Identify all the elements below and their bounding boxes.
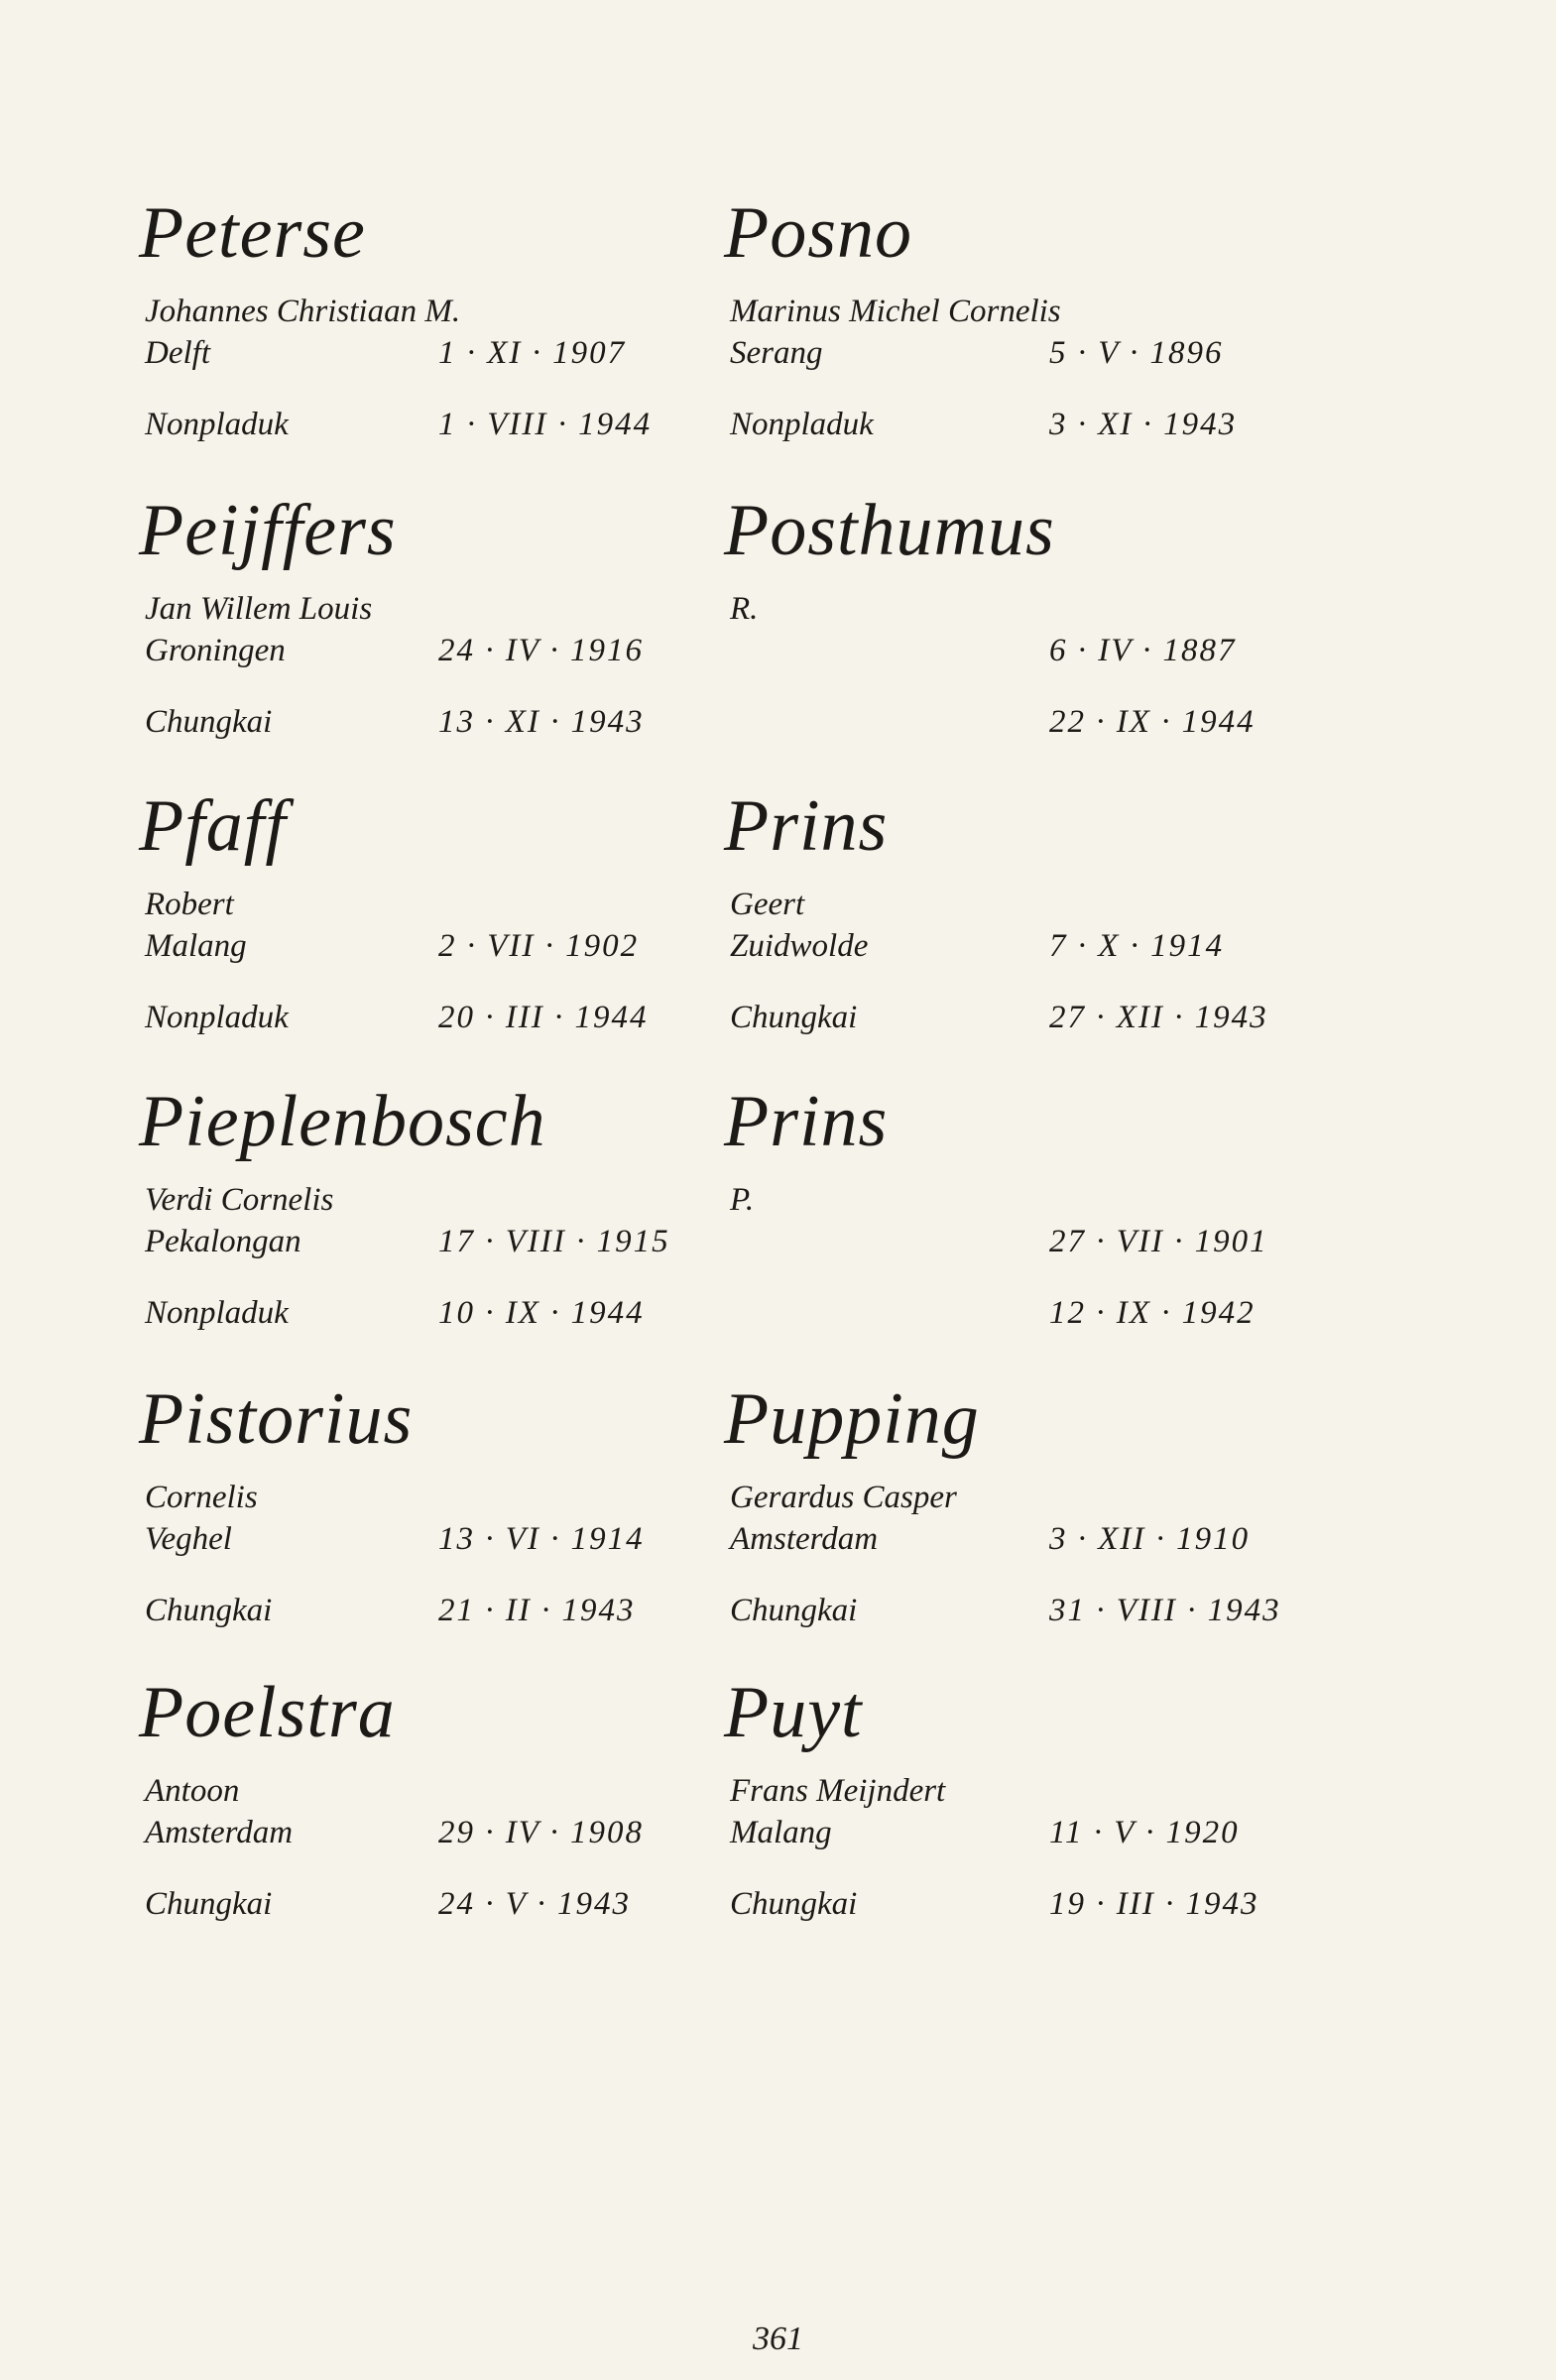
record-entry — [139, 188, 694, 486]
given-names: R. — [730, 591, 759, 627]
given-names: Antoon — [145, 1773, 240, 1809]
birth-date: 17 · VIII · 1915 — [438, 1224, 670, 1259]
birth-row — [145, 1519, 700, 1559]
surname: Pieplenbosch — [139, 1081, 546, 1162]
birth-row — [730, 926, 1285, 966]
birth-row — [730, 1813, 1285, 1852]
given-names: Verdi Cornelis — [145, 1182, 334, 1218]
birth-date: 3 · XII · 1910 — [1049, 1521, 1251, 1557]
death-place: Chungkai — [145, 1593, 273, 1628]
given-names: Johannes Christiaan M. — [145, 294, 461, 329]
surname: Posthumus — [724, 490, 1055, 571]
record-entry — [139, 1374, 694, 1672]
given-names: Cornelis — [145, 1480, 258, 1515]
birth-place: Delft — [145, 335, 210, 371]
death-date: 21 · II · 1943 — [438, 1593, 636, 1628]
birth-date: 27 · VII · 1901 — [1049, 1224, 1268, 1259]
record-entry — [724, 781, 1279, 1079]
given-names: Robert — [145, 887, 234, 922]
surname: Prins — [724, 785, 889, 867]
record-entry — [724, 1374, 1279, 1672]
page-number: 361 — [753, 2320, 803, 2357]
given-names: Gerardus Casper — [730, 1480, 957, 1515]
record-entry — [724, 486, 1279, 783]
death-place: Nonpladuk — [145, 407, 289, 442]
death-place: Chungkai — [730, 1886, 858, 1922]
death-date: 10 · IX · 1944 — [438, 1295, 645, 1331]
death-place: Chungkai — [145, 704, 273, 740]
given-names: Geert — [730, 887, 805, 922]
record-entry — [724, 188, 1279, 486]
death-date: 31 · VIII · 1943 — [1049, 1593, 1281, 1628]
birth-date: 7 · X · 1914 — [1049, 928, 1225, 964]
death-place: Chungkai — [145, 1886, 273, 1922]
death-place: Nonpladuk — [145, 1295, 289, 1331]
birth-date: 13 · VI · 1914 — [438, 1521, 645, 1557]
birth-place: Malang — [730, 1815, 832, 1850]
record-entry — [724, 1077, 1279, 1374]
birth-row — [730, 631, 1285, 670]
death-row — [730, 1591, 1285, 1630]
birth-date: 1 · XI · 1907 — [438, 335, 627, 371]
death-row — [730, 1884, 1285, 1924]
given-names: Jan Willem Louis — [145, 591, 373, 627]
death-row — [145, 1884, 700, 1924]
death-place: Chungkai — [730, 1000, 858, 1035]
birth-row — [145, 1813, 700, 1852]
birth-row — [145, 1222, 700, 1261]
birth-place: Groningen — [145, 633, 286, 668]
birth-place: Amsterdam — [730, 1521, 879, 1557]
birth-row — [730, 1222, 1285, 1261]
death-date: 22 · IX · 1944 — [1049, 704, 1256, 740]
birth-date: 2 · VII · 1902 — [438, 928, 640, 964]
birth-place: Zuidwolde — [730, 928, 869, 964]
surname: Peterse — [139, 192, 366, 274]
record-entry — [139, 781, 694, 1079]
death-row — [730, 702, 1285, 742]
birth-date: 29 · IV · 1908 — [438, 1815, 645, 1850]
death-date: 13 · XI · 1943 — [438, 704, 645, 740]
birth-place: Serang — [730, 335, 823, 371]
surname: Poelstra — [139, 1672, 396, 1753]
birth-place: Malang — [145, 928, 247, 964]
birth-date: 5 · V · 1896 — [1049, 335, 1224, 371]
given-names: Marinus Michel Cornelis — [730, 294, 1061, 329]
birth-row — [730, 1519, 1285, 1559]
death-place: Nonpladuk — [730, 407, 874, 442]
birth-place: Veghel — [145, 1521, 232, 1557]
death-row — [145, 1293, 700, 1333]
record-entry — [139, 486, 694, 783]
birth-place: Pekalongan — [145, 1224, 301, 1259]
birth-place: Amsterdam — [145, 1815, 294, 1850]
death-row — [145, 702, 700, 742]
surname: Prins — [724, 1081, 889, 1162]
record-entry — [139, 1077, 694, 1374]
birth-row — [730, 333, 1285, 373]
birth-date: 6 · IV · 1887 — [1049, 633, 1237, 668]
death-place: Chungkai — [730, 1593, 858, 1628]
record-entry — [139, 1668, 694, 1965]
surname: Peijffers — [139, 490, 397, 571]
death-date: 3 · XI · 1943 — [1049, 407, 1238, 442]
death-row — [730, 405, 1285, 444]
death-date: 20 · III · 1944 — [438, 1000, 649, 1035]
death-row — [145, 405, 700, 444]
birth-date: 24 · IV · 1916 — [438, 633, 645, 668]
death-row — [145, 1591, 700, 1630]
birth-row — [145, 926, 700, 966]
given-names: Frans Meijndert — [730, 1773, 946, 1809]
surname: Pfaff — [139, 785, 287, 867]
death-date: 24 · V · 1943 — [438, 1886, 632, 1922]
death-date: 27 · XII · 1943 — [1049, 1000, 1268, 1035]
surname: Posno — [724, 192, 912, 274]
death-place: Nonpladuk — [145, 1000, 289, 1035]
record-entry — [724, 1668, 1279, 1965]
birth-row — [145, 631, 700, 670]
surname: Puyt — [724, 1672, 863, 1753]
death-row — [730, 998, 1285, 1037]
death-row — [145, 998, 700, 1037]
birth-row — [145, 333, 700, 373]
death-date: 1 · VIII · 1944 — [438, 407, 653, 442]
death-date: 19 · III · 1943 — [1049, 1886, 1259, 1922]
given-names: P. — [730, 1182, 755, 1218]
surname: Pupping — [724, 1378, 980, 1460]
death-row — [730, 1293, 1285, 1333]
death-date: 12 · IX · 1942 — [1049, 1295, 1256, 1331]
birth-date: 11 · V · 1920 — [1049, 1815, 1240, 1850]
surname: Pistorius — [139, 1378, 414, 1460]
